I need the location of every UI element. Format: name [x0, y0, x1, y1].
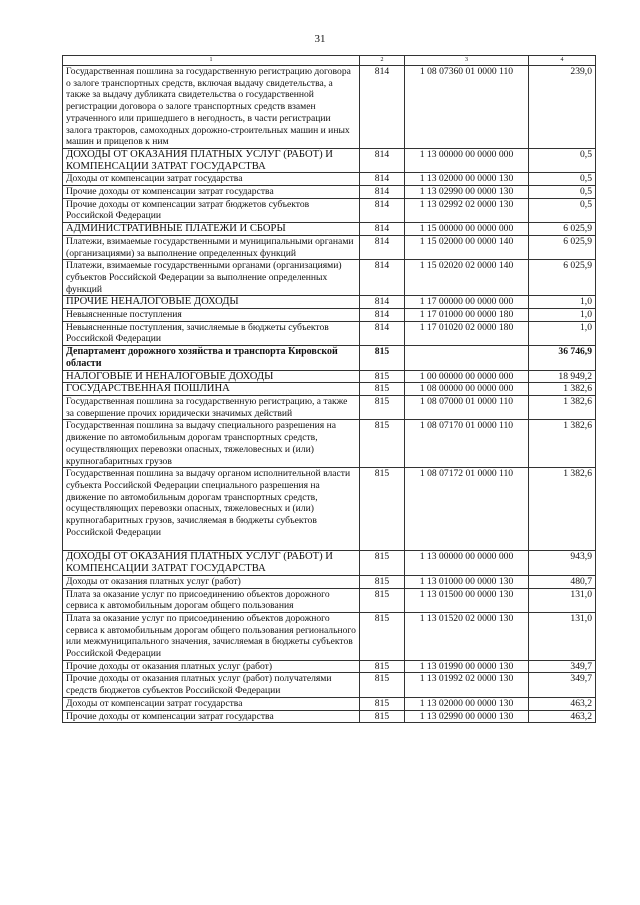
- row-name: Невыясненные поступления, зачисляемые в бюджеты субъектов Российской Федерации: [63, 321, 360, 345]
- row-admin-code: 814: [360, 321, 405, 345]
- row-budget-code: 1 15 02000 00 0000 140: [405, 235, 529, 259]
- row-budget-code: 1 15 02020 02 0000 140: [405, 260, 529, 296]
- row-amount: 1 382,6: [529, 420, 596, 468]
- row-name: Доходы от компенсации затрат государства: [63, 697, 360, 710]
- table-row: [63, 321, 596, 345]
- row-amount: 0,5: [529, 173, 596, 186]
- table-row: [63, 420, 596, 468]
- row-admin-code: 815: [360, 588, 405, 612]
- table-row: [63, 551, 596, 575]
- row-name: Государственная пошлина за выдачу органом исполнительной власти субъекта Российской Федерации специального разрешения на движение по автомобильным дорогам транспортных средств, осуществляющих перевозки опасных, тяжеловесных и (или) крупногабаритных грузов, зачисляемая в бюджеты субъектов Российской Федерации: [63, 468, 360, 551]
- row-budget-code: 1 17 01020 02 0000 180: [405, 321, 529, 345]
- row-amount: 6 025,9: [529, 223, 596, 236]
- row-name: Прочие доходы от компенсации затрат бюджетов субъектов Российской Федерации: [63, 198, 360, 222]
- row-amount: 463,2: [529, 697, 596, 710]
- row-amount: 1,0: [529, 309, 596, 322]
- row-name: Платежи, взимаемые государственными и муниципальными органами (организациями) за выполнение определенных функций: [63, 235, 360, 259]
- row-budget-code: 1 00 00000 00 0000 000: [405, 370, 529, 383]
- row-name: ДОХОДЫ ОТ ОКАЗАНИЯ ПЛАТНЫХ УСЛУГ (РАБОТ) И КОМПЕНСАЦИИ ЗАТРАТ ГОСУДАРСТВА: [63, 551, 360, 575]
- revenue-table: [62, 55, 596, 723]
- row-name: Департамент дорожного хозяйства и транспорта Кировской области: [63, 346, 360, 370]
- row-admin-code: 814: [360, 66, 405, 149]
- row-amount: 239,0: [529, 66, 596, 149]
- column-number: 2: [360, 56, 405, 66]
- row-admin-code: 815: [360, 420, 405, 468]
- table-row: [63, 309, 596, 322]
- column-number: 3: [405, 56, 529, 66]
- row-budget-code: 1 08 07172 01 0000 110: [405, 468, 529, 551]
- row-amount: 131,0: [529, 588, 596, 612]
- row-budget-code: 1 13 01992 02 0000 130: [405, 673, 529, 697]
- table-row: [63, 673, 596, 697]
- row-admin-code: 814: [360, 186, 405, 199]
- table-row: [63, 575, 596, 588]
- table-row: [63, 296, 596, 309]
- row-admin-code: 815: [360, 383, 405, 396]
- row-admin-code: 815: [360, 660, 405, 673]
- row-name: Государственная пошлина за государственную регистрацию, а также за совершение прочих юридически значимых действий: [63, 395, 360, 419]
- row-name: Доходы от компенсации затрат государства: [63, 173, 360, 186]
- row-name: АДМИНИСТРАТИВНЫЕ ПЛАТЕЖИ И СБОРЫ: [63, 223, 360, 236]
- table-row: [63, 148, 596, 172]
- row-admin-code: 814: [360, 235, 405, 259]
- row-amount: 6 025,9: [529, 260, 596, 296]
- row-amount: 0,5: [529, 198, 596, 222]
- row-name: Прочие доходы от оказания платных услуг (работ) получателями средств бюджетов субъектов Российской Федерации: [63, 673, 360, 697]
- row-name: Доходы от оказания платных услуг (работ): [63, 575, 360, 588]
- row-budget-code: 1 17 01000 00 0000 180: [405, 309, 529, 322]
- row-name: Государственная пошлина за государственную регистрацию договора о залоге транспортных средств, включая выдачу свидетельства, а также за выдачу дубликата свидетельства о государственной регистрации договора о залоге транспортных средств взамен утраченного или пришедшего в негодность, в части регистрации залога тракторов, самоходных дорожно-строительных машин и иных машин и прицепов к ним: [63, 66, 360, 149]
- table-row: [63, 468, 596, 551]
- table-row: [63, 346, 596, 370]
- row-name: Государственная пошлина за выдачу специального разрешения на движение по автомобильным дорогам транспортных средств, осуществляющих перевозки опасных, тяжеловесных и (или) крупногабаритных грузов: [63, 420, 360, 468]
- row-budget-code: 1 13 01520 02 0000 130: [405, 612, 529, 660]
- row-amount: 36 746,9: [529, 346, 596, 370]
- table-row: [63, 660, 596, 673]
- row-admin-code: 815: [360, 370, 405, 383]
- row-admin-code: 814: [360, 223, 405, 236]
- row-budget-code: 1 15 00000 00 0000 000: [405, 223, 529, 236]
- row-budget-code: 1 08 07360 01 0000 110: [405, 66, 529, 149]
- row-budget-code: 1 17 00000 00 0000 000: [405, 296, 529, 309]
- row-budget-code: 1 08 00000 00 0000 000: [405, 383, 529, 396]
- table-row: [63, 370, 596, 383]
- row-admin-code: 814: [360, 260, 405, 296]
- row-amount: 1,0: [529, 321, 596, 345]
- row-admin-code: 815: [360, 346, 405, 370]
- row-budget-code: 1 13 02000 00 0000 130: [405, 697, 529, 710]
- row-name: ПРОЧИЕ НЕНАЛОГОВЫЕ ДОХОДЫ: [63, 296, 360, 309]
- row-amount: 18 949,2: [529, 370, 596, 383]
- row-admin-code: 815: [360, 710, 405, 723]
- table-row: [63, 260, 596, 296]
- table-row: [63, 612, 596, 660]
- row-amount: 131,0: [529, 612, 596, 660]
- row-admin-code: 814: [360, 198, 405, 222]
- column-number-row: [63, 56, 596, 66]
- row-name: Прочие доходы от компенсации затрат государства: [63, 710, 360, 723]
- row-budget-code: 1 13 00000 00 0000 000: [405, 148, 529, 172]
- row-name: Невыясненные поступления: [63, 309, 360, 322]
- column-number: 1: [63, 56, 360, 66]
- row-name: НАЛОГОВЫЕ И НЕНАЛОГОВЫЕ ДОХОДЫ: [63, 370, 360, 383]
- row-amount: 349,7: [529, 660, 596, 673]
- table-row: [63, 198, 596, 222]
- row-admin-code: 815: [360, 551, 405, 575]
- row-budget-code: 1 13 01990 00 0000 130: [405, 660, 529, 673]
- row-amount: 463,2: [529, 710, 596, 723]
- row-admin-code: 814: [360, 309, 405, 322]
- row-amount: 1 382,6: [529, 395, 596, 419]
- row-amount: 0,5: [529, 186, 596, 199]
- row-budget-code: 1 13 02990 00 0000 130: [405, 186, 529, 199]
- row-name: Плата за оказание услуг по присоединению объектов дорожного сервиса к автомобильным дорогам общего пользования: [63, 588, 360, 612]
- row-budget-code: 1 13 00000 00 0000 000: [405, 551, 529, 575]
- row-budget-code: [405, 346, 529, 370]
- row-admin-code: 815: [360, 673, 405, 697]
- row-admin-code: 814: [360, 296, 405, 309]
- page-number: 31: [314, 33, 326, 45]
- table-row: [63, 395, 596, 419]
- row-budget-code: 1 13 02000 00 0000 130: [405, 173, 529, 186]
- table-row: [63, 588, 596, 612]
- column-number: 4: [529, 56, 596, 66]
- row-admin-code: 815: [360, 395, 405, 419]
- row-budget-code: 1 13 01000 00 0000 130: [405, 575, 529, 588]
- row-amount: 349,7: [529, 673, 596, 697]
- table-row: [63, 697, 596, 710]
- row-admin-code: 814: [360, 148, 405, 172]
- row-admin-code: 815: [360, 697, 405, 710]
- row-budget-code: 1 13 02992 02 0000 130: [405, 198, 529, 222]
- row-amount: 480,7: [529, 575, 596, 588]
- row-amount: 0,5: [529, 148, 596, 172]
- row-name: Плата за оказание услуг по присоединению объектов дорожного сервиса к автомобильным дорогам общего пользования регионального или межмуниципального значения, зачисляемая в бюджеты субъектов Российской Федерации: [63, 612, 360, 660]
- row-amount: 1 382,6: [529, 383, 596, 396]
- table-row: [63, 223, 596, 236]
- table-row: [63, 186, 596, 199]
- table-row: [63, 235, 596, 259]
- table-row: [63, 383, 596, 396]
- row-admin-code: 815: [360, 612, 405, 660]
- row-name: ДОХОДЫ ОТ ОКАЗАНИЯ ПЛАТНЫХ УСЛУГ (РАБОТ) И КОМПЕНСАЦИИ ЗАТРАТ ГОСУДАРСТВА: [63, 148, 360, 172]
- row-name: Прочие доходы от компенсации затрат государства: [63, 186, 360, 199]
- row-amount: 1 382,6: [529, 468, 596, 551]
- row-budget-code: 1 13 01500 00 0000 130: [405, 588, 529, 612]
- row-name: ГОСУДАРСТВЕННАЯ ПОШЛИНА: [63, 383, 360, 396]
- table-row: [63, 710, 596, 723]
- row-admin-code: 814: [360, 173, 405, 186]
- row-budget-code: 1 13 02990 00 0000 130: [405, 710, 529, 723]
- row-budget-code: 1 08 07170 01 0000 110: [405, 420, 529, 468]
- table-row: [63, 173, 596, 186]
- table-row: [63, 66, 596, 149]
- row-budget-code: 1 08 07000 01 0000 110: [405, 395, 529, 419]
- row-amount: 6 025,9: [529, 235, 596, 259]
- row-amount: 1,0: [529, 296, 596, 309]
- row-name: Платежи, взимаемые государственными органами (организациями) субъектов Российской Федерации за выполнение определенных функций: [63, 260, 360, 296]
- row-name: Прочие доходы от оказания платных услуг (работ): [63, 660, 360, 673]
- row-amount: 943,9: [529, 551, 596, 575]
- row-admin-code: 815: [360, 468, 405, 551]
- row-admin-code: 815: [360, 575, 405, 588]
